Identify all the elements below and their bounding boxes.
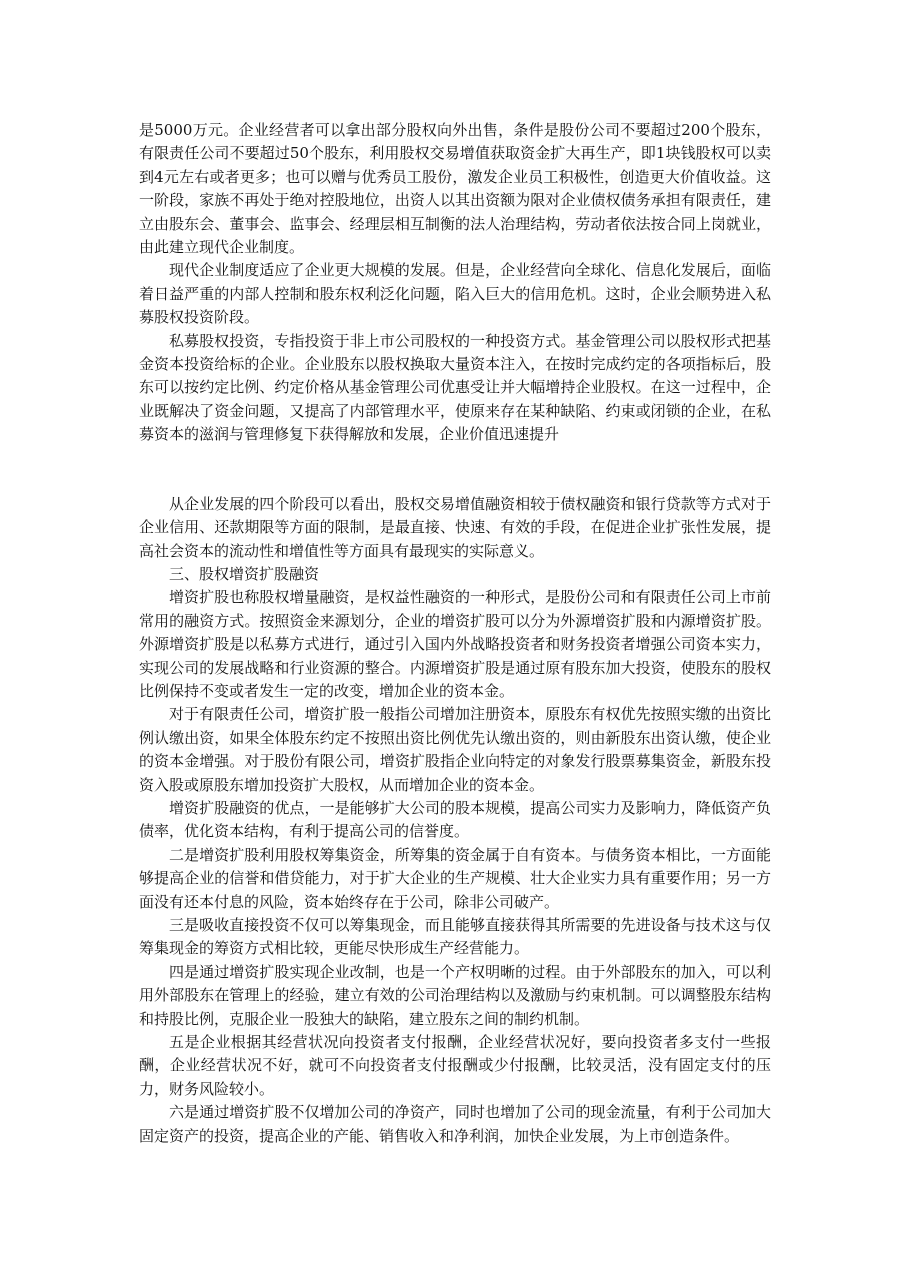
paragraph: 私募股权投资，专指投资于非上市公司股权的一种投资方式。基金管理公司以股权形式把基金资本投资给标的企业。企业股东以股权换取大量资本注入，在按时完成约定的各项指标后，股东可以按约定比例、约定价格从基金管理公司优惠受让并大幅增持企业股权。在这一过程中，企业既解决了资金问题，又提高了内部管理水平，使原来存在某种缺陷、约束或闭锁的企业，在私募资本的滋润与管理修复下获得解放和发展，企业价值迅速提升 (139, 331, 771, 444)
paragraph: 增资扩股融资的优点，一是能够扩大公司的股本规模，提高公司实力及影响力，降低资产负债率，优化资本结构，有利于提高公司的信誉度。 (139, 798, 771, 841)
section-heading: 三、股权增资扩股融资 (169, 564, 320, 583)
paragraph-continuation: 是5000万元。企业经营者可以拿出部分股权向外出售，条件是股份公司不要超过200个股东，有限责任公司不要超过50个股东，利用股权交易增值获取资金扩大再生产，即1块钱股权可以卖到4元左右或者更多；也可以赠与优秀员工股份，激发企业员工积极性，创造更大价值收益。这一阶段，家族不再处于绝对控股地位，出资人以其出资额为限对企业债权债务承担有限责任，建立由股东会、董事会、监事会、经理层相互制衡的法人治理结构，劳动者依法按合同上岗就业，由此建立现代企业制度。 (139, 121, 771, 257)
paragraph: 增资扩股也称股权增量融资，是权益性融资的一种形式，是股份公司和有限责任公司上市前常用的融资方式。按照资金来源划分，企业的增资扩股可以分为外源增资扩股和内源增资扩股。外源增资扩股是以私募方式进行，通过引入国内外战略投资者和财务投资者增强公司资本实力，实现公司的发展战略和行业资源的整合。内源增资扩股是通过原有股东加大投资，使股东的股权比例保持不变或者发生一定的改变，增加企业的资本金。 (139, 588, 771, 700)
blank-gap (139, 447, 771, 493)
paragraph: 四是通过增资扩股实现企业改制，也是一个产权明晰的过程。由于外部股东的加入，可以利用外部股东在管理上的经验，建立有效的公司治理结构以及激励与约束机制。可以调整股东结构和持股比例，克服企业一股独大的缺陷，建立股东之间的制约机制。 (139, 962, 771, 1028)
paragraph: 二是增资扩股利用股权筹集资金，所筹集的资金属于自有资本。与债务资本相比，一方面能够提高企业的信誉和借贷能力，对于扩大企业的生产规模、壮大企业实力具有重要作用；另一方面没有还本付息的风险，资本始终存在于公司，除非公司破产。 (139, 845, 771, 911)
paragraph: 五是企业根据其经营状况向投资者支付报酬，企业经营状况好，要向投资者多支付一些报酬，企业经营状况不好，就可不向投资者支付报酬或少付报酬，比较灵活，没有固定支付的压力，财务风险较小。 (139, 1033, 771, 1098)
paragraph: 六是通过增资扩股不仅增加公司的净资产，同时也增加了公司的现金流量，有利于公司加大固定资产的投资，提高企业的产能、销售收入和净利润，加快企业发展，为上市创造条件。 (139, 1103, 771, 1145)
paragraph: 现代企业制度适应了企业更大规模的发展。但是，企业经营向全球化、信息化发展后，面临着日益严重的内部人控制和股东权利泛化问题，陷入巨大的信用危机。这时，企业会顺势进入私募股权投资阶段。 (139, 261, 771, 327)
paragraph: 对于有限责任公司，增资扩股一般指公司增加注册资本，原股东有权优先按照实缴的出资比例认缴出资，如果全体股东约定不按照出资比例优先认缴出资的，则由新股东出资认缴，使企业的资本金增强。对于股份有限公司，增资扩股指企业向特定的对象发行股票募集资金，新股东投资入股或原股东增加投资扩大股权，从而增加企业的资本金。 (139, 705, 771, 794)
document-page (139, 119, 771, 1148)
paragraph: 三是吸收直接投资不仅可以筹集现金，而且能够直接获得其所需要的先进设备与技术这与仅筹集现金的筹资方式相比较，更能尽快形成生产经营能力。 (139, 916, 771, 958)
paragraph: 从企业发展的四个阶段可以看出，股权交易增值融资相较于债权融资和银行贷款等方式对于企业信用、还款期限等方面的限制，是最直接、快速、有效的手段，在促进企业扩张性发展，提高社会资本的流动性和增值性等方面具有最现实的实际意义。 (139, 494, 771, 560)
